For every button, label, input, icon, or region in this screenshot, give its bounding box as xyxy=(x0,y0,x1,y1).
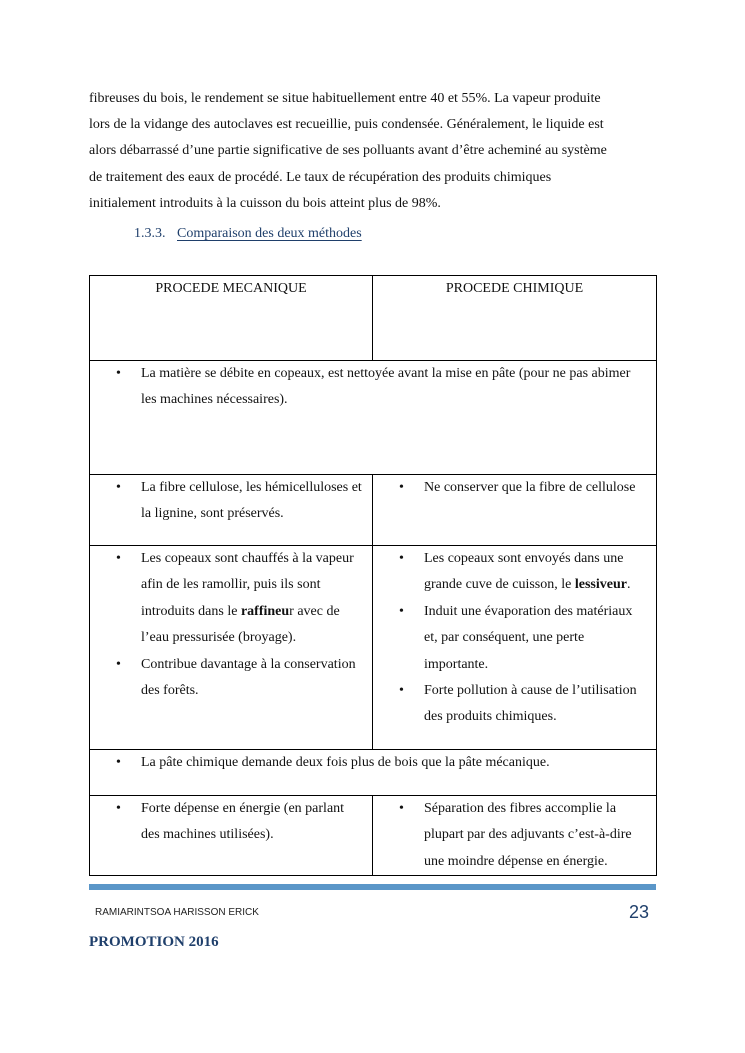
bullet-item: • Séparation des fibres accomplie la plupart par des adjuvants c’est-à-dire une moindre dépense en énergie. xyxy=(373,796,656,875)
table-cell xyxy=(90,546,373,750)
bullet-text: r avec de l’eau pressurisée (broyage). xyxy=(141,603,340,646)
comparison-table xyxy=(89,275,657,876)
table-cell xyxy=(90,750,657,796)
bullet-item: • La fibre cellulose, les hémicelluloses et la lignine, sont préservés. xyxy=(90,475,372,528)
bullet-item: • Forte pollution à cause de l’utilisation des produits chimiques. xyxy=(373,678,656,731)
section-number: 1.3.3. xyxy=(134,226,166,241)
bullet-item: • La matière se débite en copeaux, est nettoyée avant la mise en pâte (pour ne pas abimer les machines nécessaires). xyxy=(90,361,656,414)
table-row xyxy=(90,796,657,876)
page-number: 23 xyxy=(628,902,649,922)
header-chemical: PROCEDE CHIMIQUE xyxy=(373,276,657,361)
bullet-text: . xyxy=(626,577,631,593)
intro-line: de traitement des eaux de procédé. Le taux de récupération des produits chimiques xyxy=(89,169,552,185)
bullet-item: • Ne conserver que la fibre de cellulose xyxy=(373,475,656,501)
table-cell xyxy=(373,796,657,876)
bullet-item xyxy=(90,546,372,652)
footer-promotion: PROMOTION 2016 xyxy=(89,934,219,950)
bullet-item: • Contribue davantage à la conservation des forêts. xyxy=(90,652,372,705)
table-row xyxy=(90,361,657,475)
intro-line: alors débarrassé d’une partie significative de ses polluants avant d’être acheminé au système xyxy=(89,143,607,159)
table-cell xyxy=(90,475,373,546)
bullet-item: • Induit une évaporation des matériaux et, par conséquent, une perte importante. xyxy=(373,599,656,678)
table-cell xyxy=(373,475,657,546)
table-cell xyxy=(373,546,657,750)
bullet-text: Les copeaux sont chauffés à la vapeur afin de les ramollir, puis ils sont introduits dans le xyxy=(141,551,354,619)
table-row xyxy=(90,546,657,750)
header-mechanical: PROCEDE MECANIQUE xyxy=(90,276,373,361)
footer-divider xyxy=(89,884,656,890)
table-row xyxy=(90,750,657,796)
table-cell xyxy=(90,796,373,876)
bullet-text: Les copeaux sont envoyés dans une grande cuve de cuisson, le xyxy=(424,551,624,593)
intro-paragraph xyxy=(89,86,664,217)
bullet-item xyxy=(373,546,656,599)
intro-line: fibreuses du bois, le rendement se situe habituellement entre 40 et 55%. La vapeur produite xyxy=(89,91,601,106)
section-heading xyxy=(134,226,362,242)
section-title: Comparaison des deux méthodes xyxy=(177,226,362,241)
footer-author: RAMIARINTSOA HARISSON ERICK xyxy=(95,907,259,918)
bold-term: raffineu xyxy=(240,603,290,619)
table-cell xyxy=(90,361,657,475)
bullet-item: • La pâte chimique demande deux fois plus de bois que la pâte mécanique. xyxy=(90,750,656,776)
intro-line: initialement introduits à la cuisson du bois atteint plus de 98%. xyxy=(89,195,441,211)
bullet-item: • Forte dépense en énergie (en parlant des machines utilisées). xyxy=(90,796,372,849)
table-row xyxy=(90,475,657,546)
intro-line: lors de la vidange des autoclaves est recueillie, puis condensée. Généralement, le liquide est xyxy=(89,117,604,133)
bold-term: lessiveur xyxy=(574,577,627,593)
table-header-row xyxy=(90,276,657,361)
